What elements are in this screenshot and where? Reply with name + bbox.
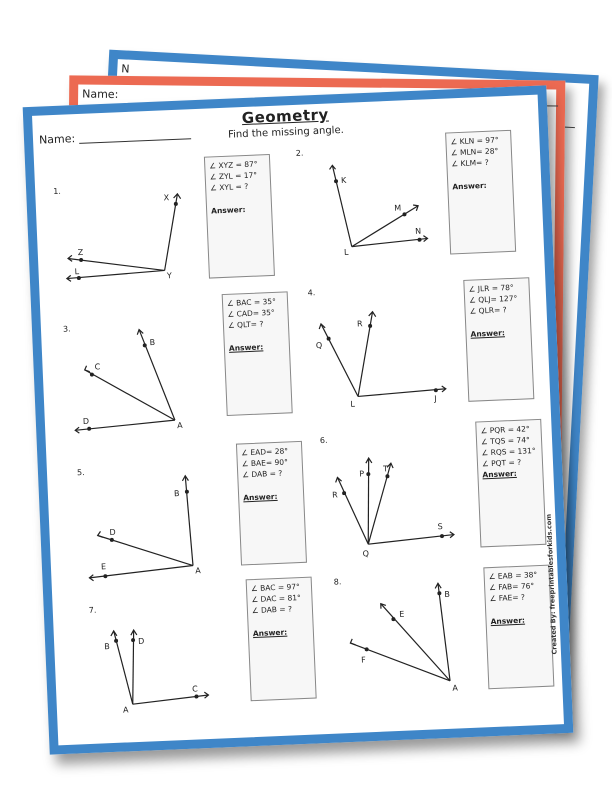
svg-text:E: E [100, 562, 107, 572]
svg-text:E: E [399, 609, 405, 619]
svg-text:L: L [343, 247, 349, 257]
answer-label: Answer: [490, 615, 526, 627]
answer-label: Answer: [452, 180, 487, 192]
page-title: Geometry [241, 105, 330, 128]
givens-box: ∠ BAC = 35° ∠ CAD= 35° ∠ QLT= ? Answer: [222, 291, 293, 416]
svg-text:B: B [444, 589, 451, 600]
svg-text:D: D [137, 636, 145, 646]
problem-number: 7. [88, 605, 97, 615]
svg-text:B: B [149, 337, 156, 348]
point-label: X [163, 193, 170, 203]
svg-text:B: B [104, 642, 111, 652]
svg-text:R: R [331, 490, 338, 500]
angle-diagram-8 [334, 571, 490, 717]
instructions: Find the missing angle. [227, 124, 345, 141]
angle-diagram-3 [62, 300, 218, 446]
svg-text:C: C [191, 684, 198, 694]
name-label: Name: [38, 132, 76, 147]
answer-label: Answer: [470, 328, 506, 339]
givens-box: ∠ BAC = 97° ∠ DAC = 81° ∠ DAB = ? Answer: [246, 577, 317, 702]
svg-text:L: L [74, 267, 80, 277]
givens-box: ∠ EAB = 38° ∠ FAB= 76° ∠ FAE= ? Answer: [483, 565, 554, 690]
back-name-label: N [121, 62, 130, 76]
problem-number: 4. [307, 288, 316, 298]
svg-text:T: T [382, 464, 389, 474]
givens-box: ∠ EAD= 28° ∠ BAE= 90° ∠ DAB = ? Answer: [236, 441, 307, 566]
back-name-label: Name: [82, 87, 119, 101]
svg-text:K: K [340, 175, 347, 185]
svg-text:R: R [356, 319, 363, 329]
svg-text:A: A [195, 566, 201, 576]
angle-diagram-2 [296, 143, 452, 289]
problem-number: 8. [333, 577, 342, 587]
angle-diagram-5 [76, 448, 232, 594]
answer-label: Answer: [243, 491, 278, 503]
answer-label: Answer: [252, 627, 288, 639]
angle-diagram-7 [88, 586, 244, 732]
problem-number: 2. [295, 148, 304, 158]
angle-diagram-6 [320, 430, 476, 576]
answer-label: Answer: [210, 205, 246, 216]
svg-text:D: D [109, 527, 116, 537]
answer-label: Answer: [482, 468, 517, 480]
svg-text:N: N [415, 226, 422, 236]
givens-box: ∠ PQR = 42° ∠ TQS = 74° ∠ RQS = 131° ∠ PQT = ? Answer: [475, 419, 546, 548]
svg-text:C: C [94, 362, 101, 372]
problem-number: 6. [319, 435, 328, 446]
angle-diagram-1 [52, 157, 208, 303]
svg-text:Q: Q [362, 549, 370, 559]
svg-text:S: S [437, 522, 443, 532]
svg-text:D: D [82, 416, 90, 427]
problem-number: 1. [53, 186, 62, 197]
answer-label: Answer: [228, 342, 264, 353]
svg-text:B: B [173, 489, 180, 499]
problem-6 [320, 426, 576, 576]
angle-diagram-4 [308, 282, 464, 428]
svg-text:A: A [176, 420, 183, 431]
givens-box: ∠ XYZ = 87° ∠ ZYL = 17° ∠ XYL = ? Answer: [204, 154, 275, 279]
svg-text:J: J [434, 394, 437, 404]
problem-4 [308, 278, 564, 428]
svg-text:Q: Q [315, 340, 323, 351]
svg-text:F: F [360, 655, 366, 665]
givens-box: ∠ JLR = 78° ∠ QLJ= 127° ∠ QLR= ? Answer: [463, 277, 534, 402]
problem-5 [76, 444, 332, 594]
problem-number: 3. [62, 324, 71, 334]
problem-number: 5. [76, 467, 85, 478]
problem-7 [88, 581, 344, 731]
front-worksheet [23, 85, 574, 754]
problem-2 [295, 135, 552, 288]
svg-text:M: M [394, 203, 402, 213]
svg-text:L: L [350, 399, 356, 409]
svg-text:A: A [452, 683, 459, 693]
problem-3 [62, 296, 318, 446]
svg-text:Y: Y [166, 271, 172, 281]
credit-text: Created By: freeprintablesforkids.com [545, 513, 560, 655]
givens-box: ∠ KLN = 97° ∠ MLN= 28° ∠ KLM= ? Answer: [445, 130, 516, 255]
problem-1 [52, 153, 308, 303]
svg-text:Z: Z [77, 247, 84, 258]
svg-text:P: P [359, 469, 365, 479]
svg-text:A: A [122, 705, 129, 715]
